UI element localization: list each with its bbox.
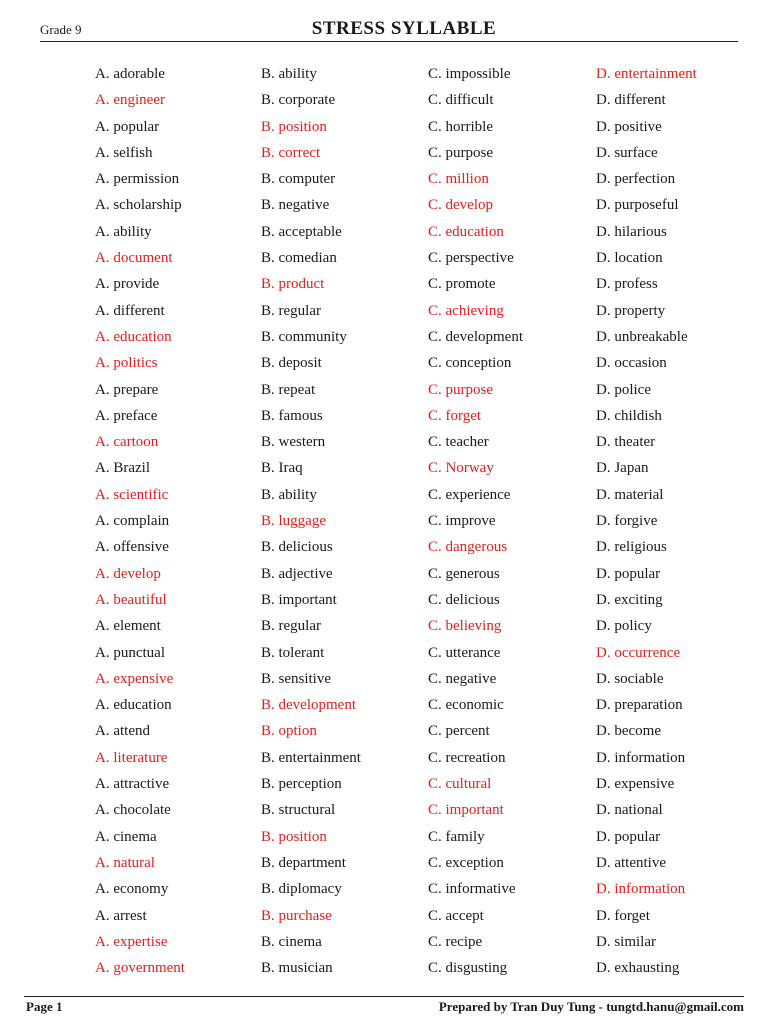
option: D. similar xyxy=(596,933,656,950)
option: D. national xyxy=(596,802,663,819)
option: D. policy xyxy=(596,618,652,635)
option: A. economy xyxy=(95,881,169,898)
answer-option: C. education xyxy=(428,223,504,240)
answer-option: C. cultural xyxy=(428,776,492,793)
option: D. theater xyxy=(596,434,656,451)
question-row xyxy=(0,824,768,850)
option: D. unbreakable xyxy=(596,328,688,345)
option: D. become xyxy=(596,723,661,740)
answer-option: B. option xyxy=(261,723,317,740)
option: C. delicious xyxy=(428,591,500,608)
option: D. purposeful xyxy=(596,197,679,214)
option: A. offensive xyxy=(95,539,169,556)
option: A. complain xyxy=(95,513,170,530)
option: B. important xyxy=(261,591,337,608)
option: A. scholarship xyxy=(95,197,182,214)
option: B. diplomacy xyxy=(261,881,342,898)
option: B. ability xyxy=(261,66,317,82)
option: C. difficult xyxy=(428,92,494,109)
footer-divider xyxy=(24,996,744,997)
question-row xyxy=(0,534,768,560)
answer-option: A. natural xyxy=(95,854,155,871)
option: D. different xyxy=(596,92,666,109)
option: C. development xyxy=(428,328,523,345)
question-row xyxy=(0,429,768,455)
option: C. economic xyxy=(428,697,504,714)
answer-option: A. document xyxy=(95,250,173,267)
question-row xyxy=(0,955,768,981)
answer-option: C. purpose xyxy=(428,381,493,398)
option: B. ability xyxy=(261,486,317,503)
option: C. generous xyxy=(428,565,500,582)
option: C. utterance xyxy=(428,644,501,661)
answer-option: B. purchase xyxy=(261,907,332,924)
option: D. profess xyxy=(596,276,658,293)
answer-option: D. occurrence xyxy=(596,644,681,661)
option: A. permission xyxy=(95,171,180,188)
page-footer xyxy=(26,999,744,1017)
answer-option: A. cartoon xyxy=(95,434,159,451)
answer-option: A. develop xyxy=(95,565,161,582)
option: A. provide xyxy=(95,276,160,293)
answer-option: D. entertainment xyxy=(596,66,697,82)
answer-option: C. believing xyxy=(428,618,502,635)
option: A. selfish xyxy=(95,144,153,161)
question-row xyxy=(0,745,768,771)
answer-option: A. politics xyxy=(95,355,158,372)
option: B. regular xyxy=(261,618,321,635)
answer-option: C. develop xyxy=(428,197,493,214)
option: C. family xyxy=(428,828,485,845)
option: C. horrible xyxy=(428,118,493,135)
answer-option: A. expensive xyxy=(95,670,174,687)
option: A. education xyxy=(95,697,172,714)
option: D. popular xyxy=(596,828,661,845)
option: D. positive xyxy=(596,118,662,135)
option: B. delicious xyxy=(261,539,333,556)
option: B. negative xyxy=(261,197,330,214)
option: C. promote xyxy=(428,276,496,293)
answer-option: C. achieving xyxy=(428,302,504,319)
question-row xyxy=(0,797,768,823)
answer-option: A. beautiful xyxy=(95,591,167,608)
option: D. forgive xyxy=(596,513,658,530)
option: B. sensitive xyxy=(261,670,331,687)
question-row xyxy=(0,166,768,192)
question-row xyxy=(0,718,768,744)
question-row xyxy=(0,350,768,376)
option: A. preface xyxy=(95,407,158,424)
question-row xyxy=(0,403,768,429)
option: D. exciting xyxy=(596,591,663,608)
option: D. perfection xyxy=(596,171,676,188)
question-row xyxy=(0,377,768,403)
option: A. attend xyxy=(95,723,150,740)
option: B. adjective xyxy=(261,565,333,582)
question-row xyxy=(0,140,768,166)
option: A. arrest xyxy=(95,907,147,924)
option: A. punctual xyxy=(95,644,165,661)
option: A. different xyxy=(95,302,165,319)
question-row xyxy=(0,587,768,613)
option: C. perspective xyxy=(428,250,514,267)
question-row xyxy=(0,271,768,297)
answer-option: A. scientific xyxy=(95,486,169,503)
option: A. Brazil xyxy=(95,460,150,477)
question-row xyxy=(0,219,768,245)
answer-option: B. development xyxy=(261,697,356,714)
option: B. perception xyxy=(261,776,342,793)
option: A. prepare xyxy=(95,381,159,398)
option: D. forget xyxy=(596,907,650,924)
answer-option: B. correct xyxy=(261,144,321,161)
option: B. entertainment xyxy=(261,749,361,766)
option: B. acceptable xyxy=(261,223,342,240)
question-row xyxy=(0,482,768,508)
option: D. police xyxy=(596,381,651,398)
question-row xyxy=(0,245,768,271)
question-row xyxy=(0,613,768,639)
answer-option: A. government xyxy=(95,960,185,977)
option: A. cinema xyxy=(95,828,157,845)
answer-option: C. dangerous xyxy=(428,539,508,556)
option: D. exhausting xyxy=(596,960,680,977)
answer-option: A. engineer xyxy=(95,92,165,109)
option: B. Iraq xyxy=(261,460,303,477)
option: C. percent xyxy=(428,723,490,740)
answer-option: C. Norway xyxy=(428,460,494,477)
option: C. informative xyxy=(428,881,516,898)
question-row xyxy=(0,771,768,797)
option: D. popular xyxy=(596,565,661,582)
option: C. recipe xyxy=(428,933,483,950)
question-row xyxy=(0,298,768,324)
question-row xyxy=(0,640,768,666)
option: B. famous xyxy=(261,407,323,424)
option: D. preparation xyxy=(596,697,683,714)
option: A. attractive xyxy=(95,776,170,793)
option: D. religious xyxy=(596,539,667,556)
page-number: Page 1 xyxy=(26,999,63,1014)
question-row xyxy=(0,87,768,113)
author-credit: Prepared by Tran Duy Tung - tungtd.hanu@gmail.com xyxy=(438,999,744,1014)
option: C. improve xyxy=(428,513,496,530)
question-row xyxy=(0,692,768,718)
page-header xyxy=(40,14,738,42)
option: A. popular xyxy=(95,118,160,135)
answer-option: A. education xyxy=(95,328,172,345)
option: C. teacher xyxy=(428,434,489,451)
question-row xyxy=(0,192,768,218)
question-row xyxy=(0,61,768,87)
answer-option: B. position xyxy=(261,828,327,845)
question-row xyxy=(0,876,768,902)
option: D. information xyxy=(596,749,686,766)
question-row xyxy=(0,850,768,876)
option: B. comedian xyxy=(261,250,337,267)
option: D. surface xyxy=(596,144,658,161)
option: B. western xyxy=(261,434,326,451)
option: C. accept xyxy=(428,907,484,924)
question-row xyxy=(0,666,768,692)
option: D. attentive xyxy=(596,854,666,871)
answer-option: B. luggage xyxy=(261,513,326,530)
option: B. community xyxy=(261,328,347,345)
option: D. location xyxy=(596,250,663,267)
question-row xyxy=(0,508,768,534)
option: D. expensive xyxy=(596,776,675,793)
option: D. occasion xyxy=(596,355,667,372)
option: C. experience xyxy=(428,486,511,503)
option: B. regular xyxy=(261,302,321,319)
option: B. corporate xyxy=(261,92,336,109)
option: A. element xyxy=(95,618,161,635)
question-row xyxy=(0,114,768,140)
option: C. recreation xyxy=(428,749,506,766)
option: D. property xyxy=(596,302,666,319)
option: C. negative xyxy=(428,670,497,687)
answer-option: C. important xyxy=(428,802,504,819)
option: C. impossible xyxy=(428,66,511,82)
option: A. adorable xyxy=(95,66,165,82)
question-row xyxy=(0,324,768,350)
option: B. tolerant xyxy=(261,644,325,661)
option: B. repeat xyxy=(261,381,316,398)
question-row xyxy=(0,455,768,481)
answer-option: D. information xyxy=(596,881,686,898)
option: B. cinema xyxy=(261,933,322,950)
header-divider xyxy=(40,41,738,42)
answer-option: C. forget xyxy=(428,407,482,424)
option: D. childish xyxy=(596,407,662,424)
option: D. hilarious xyxy=(596,223,667,240)
option: B. musician xyxy=(261,960,333,977)
grade-label: Grade 9 xyxy=(40,22,82,37)
option: A. ability xyxy=(95,223,152,240)
answer-option: A. expertise xyxy=(95,933,168,950)
question-row xyxy=(0,929,768,955)
answer-option: A. literature xyxy=(95,749,168,766)
page-title: STRESS SYLLABLE xyxy=(311,18,497,39)
answer-option: B. product xyxy=(261,276,325,293)
answer-option: C. million xyxy=(428,171,489,188)
option: D. material xyxy=(596,486,664,503)
option: B. department xyxy=(261,854,346,871)
option: D. Japan xyxy=(596,460,649,477)
option: B. computer xyxy=(261,171,336,188)
option: C. conception xyxy=(428,355,512,372)
answer-option: B. position xyxy=(261,118,327,135)
option: B. structural xyxy=(261,802,336,819)
option: A. chocolate xyxy=(95,802,171,819)
option: D. sociable xyxy=(596,670,664,687)
option: C. purpose xyxy=(428,144,493,161)
question-list xyxy=(0,61,768,981)
option: B. deposit xyxy=(261,355,322,372)
option: C. exception xyxy=(428,854,504,871)
question-row xyxy=(0,561,768,587)
option: C. disgusting xyxy=(428,960,508,977)
question-row xyxy=(0,903,768,929)
